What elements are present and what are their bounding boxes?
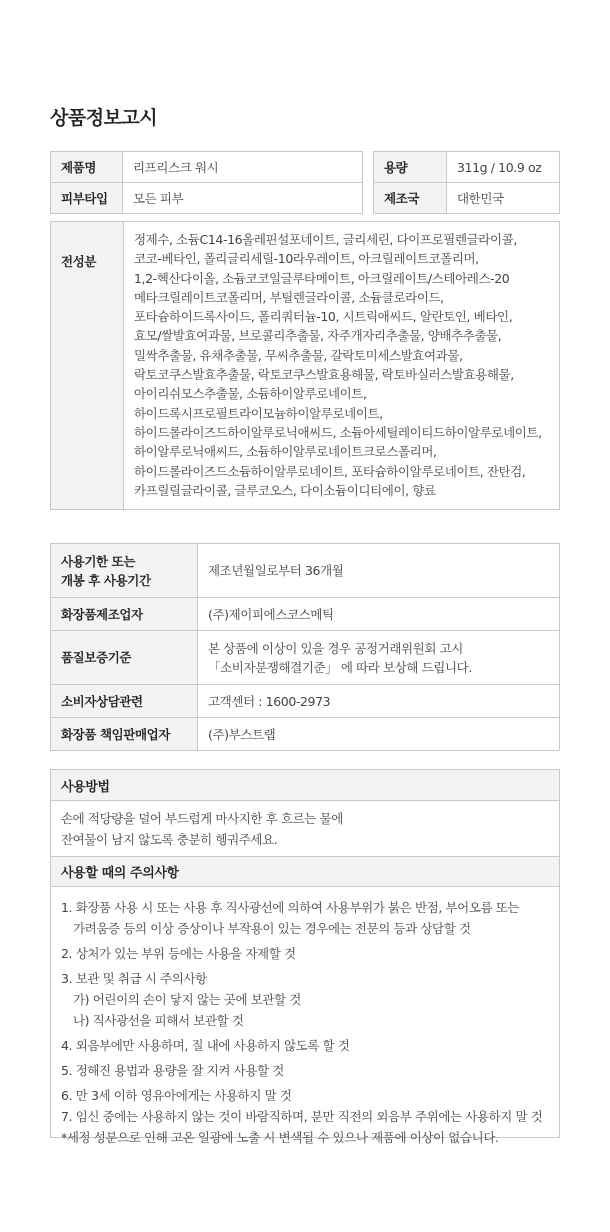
- seller-value: (주)부스트랩: [198, 718, 560, 751]
- page-title: 상품정보고시: [50, 107, 158, 129]
- quality-value: [198, 631, 560, 685]
- ingredient-line: 메타크릴레이트코폴리머, 부틸렌글라이콜, 소듐클로라이드,: [134, 289, 444, 305]
- caution-item: 2. 상처가 있는 부위 등에는 사용을 자제할 것: [61, 946, 296, 961]
- table-row: [51, 152, 363, 183]
- caution-item: 5. 정해진 용법과 용량을 잘 지켜 사용할 것: [61, 1063, 284, 1078]
- skin-type-label: 피부타입: [51, 183, 123, 214]
- ingredient-line: 하이알루로닉애씨드, 소듐하이알루로네이트크로스폴리머,: [134, 444, 437, 460]
- volume-value: 311g / 10.9 oz: [447, 152, 560, 183]
- ingredient-line: 락토코쿠스발효추출물, 락토코쿠스발효용해물, 락토바실러스발효용해물,: [134, 367, 514, 383]
- expiry-label-line: 개봉 후 사용기간: [61, 572, 151, 588]
- ingredients-table: [50, 221, 560, 510]
- country-label: 제조국: [374, 183, 447, 214]
- ingredient-line: 카프릴릴글라이콜, 글루코오스, 다이소듐이디티에이, 향료: [134, 482, 436, 498]
- table-row: [374, 183, 560, 214]
- table-row: [51, 631, 560, 685]
- usage-line: 잔여물이 남지 않도록 충분히 헹궈주세요.: [61, 832, 278, 847]
- ingredient-line: 포타슘하이드록사이드, 폴리쿼터늄-10, 시트릭애씨드, 알란토인, 베타인,: [134, 309, 513, 325]
- table-row: [51, 685, 560, 718]
- product-name-value: 리프리스크 워시: [123, 152, 363, 183]
- ingredient-line: 코코-베타인, 폴리글리세릴-10라우레이트, 아크릴레이트코폴리머,: [134, 251, 479, 267]
- usage-body: [51, 801, 559, 856]
- product-name-label: 제품명: [51, 152, 123, 183]
- country-value: 대한민국: [447, 183, 560, 214]
- caution-item: 1. 화장품 사용 시 또는 사용 후 직사광선에 의하여 사용부위가 붉은 반점, 부어오름 또는: [61, 900, 520, 915]
- table-row: [51, 183, 363, 214]
- usage-title: 사용방법: [51, 770, 559, 801]
- details-table: [50, 543, 560, 751]
- table-row: [51, 544, 560, 598]
- quality-line: 「소비자분쟁해결기준」 에 따라 보상해 드립니다.: [208, 659, 472, 675]
- caution-item: 3. 보관 및 취급 시 주의사항: [61, 971, 207, 986]
- basic-info-table-left: [50, 151, 363, 214]
- caution-item: 6. 만 3세 이하 영유아에게는 사용하지 말 것: [61, 1088, 292, 1103]
- usage-line: 손에 적당량을 덜어 부드럽게 마사지한 후 흐르는 물에: [61, 811, 343, 826]
- expiry-label: [51, 544, 198, 598]
- ingredients-label: 전성분: [51, 222, 124, 510]
- manufacturer-value: (주)제이피에스코스메틱: [198, 598, 560, 631]
- caution-title: 사용할 때의 주의사항: [51, 856, 559, 887]
- quality-label: 품질보증기준: [51, 631, 198, 685]
- caution-note: *세정 성분으로 인해 고온 일광에 노출 시 변색될 수 있으나 제품에 이상이 없습니다.: [61, 1130, 499, 1145]
- basic-info-table-right: [373, 151, 560, 214]
- ingredient-line: 1,2-헥산다이올, 소듐코코일글루타메이트, 아크릴레이트/스테아레스-20: [134, 270, 510, 286]
- consumer-value: 고객센터 : 1600-2973: [198, 685, 560, 718]
- caution-subitem: 가) 어린이의 손이 닿지 않는 곳에 보관할 것: [73, 992, 301, 1007]
- expiry-label-line: 사용기한 또는: [61, 553, 136, 569]
- quality-line: 본 상품에 이상이 있을 경우 공정거래위원회 고시: [208, 640, 463, 656]
- table-row: [51, 598, 560, 631]
- ingredient-line: 효모/쌀발효여과물, 브로콜리추출물, 자주개자리추출물, 양배추추출물,: [134, 328, 502, 344]
- table-row: [374, 152, 560, 183]
- caution-item: 가려움증 등의 이상 증상이나 부작용이 있는 경우에는 전문의 등과 상담할 것: [73, 921, 471, 936]
- expiry-value: 제조년월일로부터 36개월: [198, 544, 560, 598]
- ingredient-line: 정제수, 소듐C14-16올레핀설포네이트, 글리세린, 다이프로필렌글라이콜,: [134, 232, 517, 247]
- ingredient-line: 아이리쉬모스추출물, 소듐하이알루로네이트,: [134, 386, 367, 402]
- usage-caution-box: [50, 769, 560, 1145]
- volume-label: 용량: [374, 152, 447, 183]
- caution-item: 7. 임신 중에는 사용하지 않는 것이 바람직하며, 분만 직전의 외음부 주위에는 사용하지 말 것: [61, 1109, 543, 1124]
- skin-type-value: 모든 피부: [123, 183, 363, 214]
- table-row: [51, 718, 560, 751]
- ingredient-line: 하이드롤라이즈드소듐하이알루로네이트, 포타슘하이알루로네이트, 잔탄검,: [134, 463, 526, 479]
- caution-subitem: 나) 직사광선을 피해서 보관할 것: [73, 1013, 244, 1028]
- ingredient-line: 밀싹추출물, 유채추출물, 무씨추출물, 갈락토미세스발효여과물,: [134, 347, 463, 363]
- caution-item: 4. 외음부에만 사용하며, 질 내에 사용하지 않도록 할 것: [61, 1038, 350, 1053]
- ingredients-value: [124, 222, 560, 510]
- ingredient-line: 하이드롤라이즈드하이알루로닉애씨드, 소듐아세틸레이티드하이알루로네이트,: [134, 424, 542, 440]
- seller-label: 화장품 책임판매업자: [51, 718, 198, 751]
- consumer-label: 소비자상담관련: [51, 685, 198, 718]
- ingredient-line: 하이드록시프로필트라이모늄하이알루로네이트,: [134, 405, 383, 421]
- manufacturer-label: 화장품제조업자: [51, 598, 198, 631]
- table-row: [51, 222, 560, 510]
- caution-body: [51, 887, 559, 1156]
